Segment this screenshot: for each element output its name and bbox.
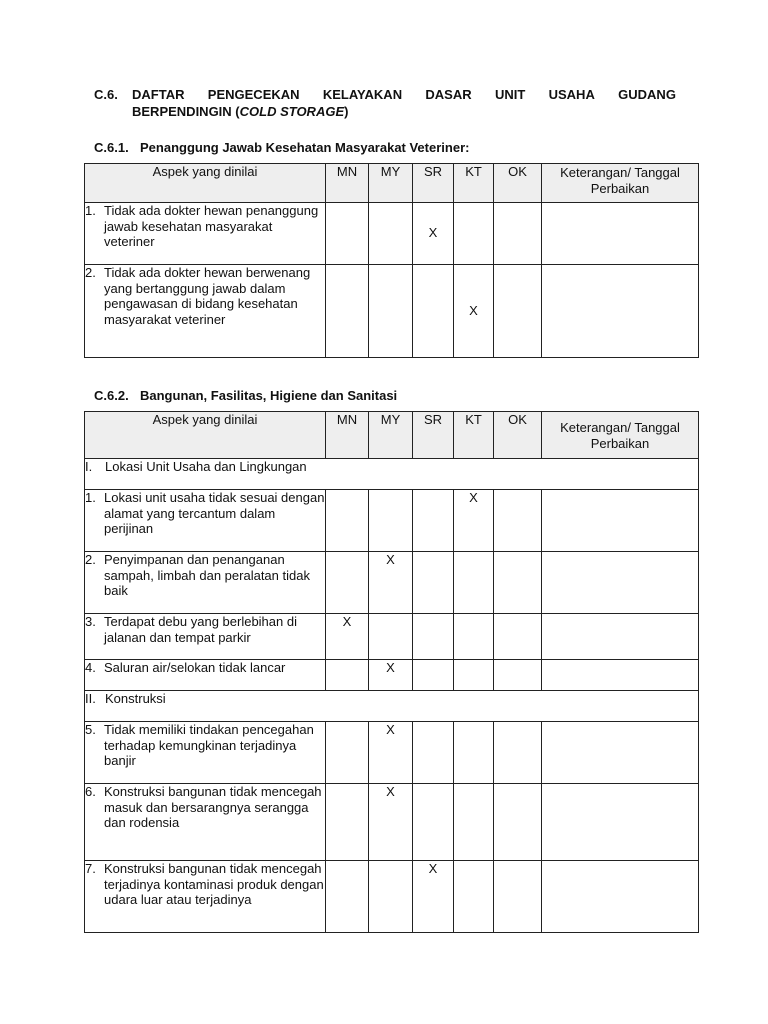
mark-cell-ok <box>494 861 542 933</box>
aspect-cell <box>85 861 326 933</box>
section-heading-c62 <box>94 388 397 403</box>
group-row <box>85 691 699 722</box>
aspect-cell <box>85 722 326 784</box>
item-number: 2. <box>85 265 96 280</box>
mark-cell-sr <box>413 265 454 358</box>
mark-cell-my: X <box>369 552 413 614</box>
mark-cell-ok <box>494 660 542 691</box>
column-header-ok: OK <box>494 164 542 203</box>
column-header-aspek: Aspek yang dinilai <box>85 164 326 203</box>
mark-cell-sr: X <box>413 861 454 933</box>
mark-cell-sr <box>413 552 454 614</box>
mark-cell-sr: X <box>413 203 454 265</box>
section-heading-c61 <box>94 140 469 155</box>
mark-cell-sr <box>413 660 454 691</box>
group-heading-cell <box>85 691 699 722</box>
aspect-cell <box>85 614 326 660</box>
item-text: Konstruksi bangunan tidak mencegah masuk dan bersarangnya serangga dan rodensia <box>104 784 322 830</box>
aspect-cell <box>85 265 326 358</box>
column-header-kt: KT <box>454 412 494 459</box>
column-header-keterangan: Keterangan/ Tanggal Perbaikan <box>542 164 699 203</box>
mark-cell-mn <box>326 722 369 784</box>
mark-cell-kt <box>454 614 494 660</box>
mark-cell-my: X <box>369 660 413 691</box>
section-title: Penanggung Jawab Kesehatan Masyarakat Veteriner: <box>140 140 470 155</box>
item-number: 7. <box>85 861 96 876</box>
column-header-aspek: Aspek yang dinilai <box>85 412 326 459</box>
mark-cell-mn <box>326 490 369 552</box>
mark-cell-ok <box>494 490 542 552</box>
keterangan-cell <box>542 784 699 861</box>
mark-cell-kt <box>454 722 494 784</box>
item-text: Terdapat debu yang berlebihan di jalanan dan tempat parkir <box>104 614 297 645</box>
column-header-keterangan: Keterangan/ Tanggal Perbaikan <box>542 412 699 459</box>
item-text: Saluran air/selokan tidak lancar <box>104 660 286 675</box>
mark-cell-mn <box>326 784 369 861</box>
mark-cell-sr <box>413 490 454 552</box>
aspect-cell <box>85 203 326 265</box>
mark-cell-ok <box>494 265 542 358</box>
heading-line-2 <box>132 103 348 120</box>
heading-number: C.6. <box>94 87 118 102</box>
mark-cell-sr <box>413 722 454 784</box>
item-number: 4. <box>85 660 96 675</box>
section-title: Bangunan, Fasilitas, Higiene dan Sanitasi <box>140 388 398 403</box>
mark-cell-kt: X <box>454 490 494 552</box>
mark-cell-mn <box>326 265 369 358</box>
aspect-cell <box>85 660 326 691</box>
mark-cell-kt <box>454 861 494 933</box>
mark-cell-my <box>369 861 413 933</box>
column-header-mn: MN <box>326 412 369 459</box>
mark-cell-kt <box>454 660 494 691</box>
mark-cell-kt <box>454 203 494 265</box>
table-row <box>85 660 699 691</box>
heading-word: PENGECEKAN <box>207 87 300 102</box>
item-text: Tidak ada dokter hewan berwenang yang bertanggung jawab dalam pengawasan di bidang kesehatan masyarakat veteriner <box>104 265 311 327</box>
mark-cell-my <box>369 614 413 660</box>
heading-word: USAHA <box>548 87 595 102</box>
heading-word: KELAYAKAN <box>322 87 403 102</box>
table-row <box>85 490 699 552</box>
aspect-cell <box>85 552 326 614</box>
table-row <box>85 552 699 614</box>
table-header-row <box>85 164 699 203</box>
mark-cell-my: X <box>369 784 413 861</box>
mark-cell-kt: X <box>454 265 494 358</box>
section-number: C.6.1. <box>94 140 129 155</box>
table-row <box>85 203 699 265</box>
keterangan-cell <box>542 203 699 265</box>
keterangan-cell <box>542 660 699 691</box>
checklist-table-c62 <box>84 411 699 933</box>
item-text: Penyimpanan dan penanganan sampah, limbah dan peralatan tidak baik <box>104 552 310 598</box>
item-number: 1. <box>85 490 96 505</box>
mark-cell-sr <box>413 614 454 660</box>
mark-cell-mn <box>326 660 369 691</box>
checklist-table-c61 <box>84 163 699 358</box>
column-header-kt: KT <box>454 164 494 203</box>
group-title: Lokasi Unit Usaha dan Lingkungan <box>105 459 307 474</box>
mark-cell-kt <box>454 552 494 614</box>
heading-text: BERPENDINGIN ( <box>132 104 240 119</box>
table-row <box>85 784 699 861</box>
keterangan-cell <box>542 265 699 358</box>
mark-cell-my <box>369 265 413 358</box>
item-number: 2. <box>85 552 96 567</box>
mark-cell-sr <box>413 784 454 861</box>
keterangan-cell <box>542 722 699 784</box>
mark-cell-my: X <box>369 722 413 784</box>
mark-cell-ok <box>494 722 542 784</box>
mark-cell-my <box>369 490 413 552</box>
item-text: Tidak memiliki tindakan pencegahan terhadap kemungkinan terjadinya banjir <box>104 722 314 768</box>
mark-cell-mn <box>326 552 369 614</box>
aspect-cell <box>85 490 326 552</box>
table-header-row <box>85 412 699 459</box>
column-header-sr: SR <box>413 164 454 203</box>
group-heading-cell <box>85 459 699 490</box>
heading-line-1 <box>132 86 676 103</box>
group-number: II. <box>85 691 96 706</box>
group-row <box>85 459 699 490</box>
heading-word: DASAR <box>425 87 472 102</box>
column-header-my: MY <box>369 412 413 459</box>
heading-word: UNIT <box>494 87 526 102</box>
column-header-my: MY <box>369 164 413 203</box>
keterangan-cell <box>542 552 699 614</box>
table-row <box>85 265 699 358</box>
item-text: Konstruksi bangunan tidak mencegah terjadinya kontaminasi produk dengan udara luar atau terjadinya <box>104 861 324 907</box>
item-number: 5. <box>85 722 96 737</box>
column-header-ok: OK <box>494 412 542 459</box>
aspect-cell <box>85 784 326 861</box>
column-header-sr: SR <box>413 412 454 459</box>
item-text: Tidak ada dokter hewan penanggung jawab kesehatan masyarakat veteriner <box>104 203 319 249</box>
mark-cell-ok <box>494 203 542 265</box>
column-header-mn: MN <box>326 164 369 203</box>
mark-cell-ok <box>494 552 542 614</box>
table-row <box>85 861 699 933</box>
mark-cell-my <box>369 203 413 265</box>
table-row <box>85 614 699 660</box>
keterangan-cell <box>542 490 699 552</box>
keterangan-cell <box>542 614 699 660</box>
group-number: I. <box>85 459 93 474</box>
mark-cell-mn <box>326 861 369 933</box>
heading-italic-text: COLD STORAGE <box>239 104 345 119</box>
mark-cell-ok <box>494 614 542 660</box>
keterangan-cell <box>542 861 699 933</box>
mark-cell-ok <box>494 784 542 861</box>
section-number: C.6.2. <box>94 388 129 403</box>
item-number: 1. <box>85 203 96 218</box>
group-title: Konstruksi <box>105 691 166 706</box>
mark-cell-kt <box>454 784 494 861</box>
heading-text: ) <box>344 104 349 119</box>
heading-word: GUDANG <box>618 87 676 102</box>
heading-word: DAFTAR <box>132 87 185 102</box>
mark-cell-mn: X <box>326 614 369 660</box>
item-number: 6. <box>85 784 96 799</box>
item-number: 3. <box>85 614 96 629</box>
item-text: Lokasi unit usaha tidak sesuai dengan alamat yang tercantum dalam perijinan <box>104 490 325 536</box>
table-row <box>85 722 699 784</box>
mark-cell-mn <box>326 203 369 265</box>
